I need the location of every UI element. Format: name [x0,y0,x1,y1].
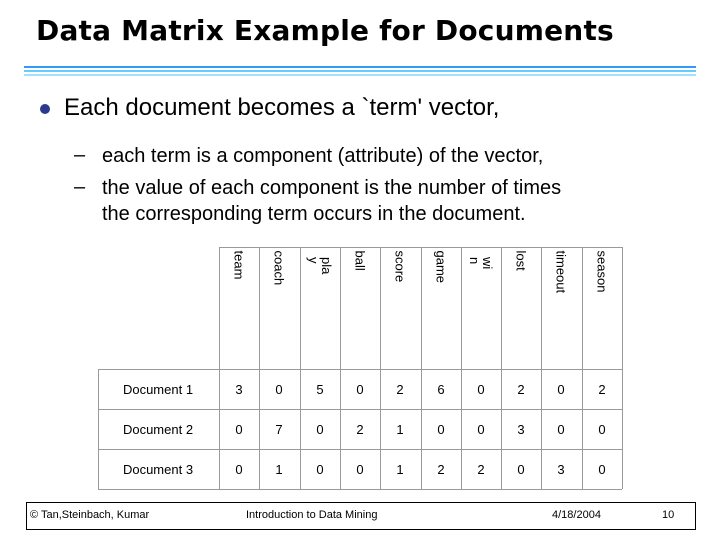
table-cell: 2 [396,382,404,397]
table-cell: 0 [235,422,243,437]
table-gridline [98,409,622,410]
footer-date: 4/18/2004 [552,509,601,521]
column-header: game [433,250,449,284]
row-label: Document 2 [122,422,194,437]
column-header: wi n [467,257,495,270]
table-gridline [98,369,622,370]
table-cell: 0 [477,382,485,397]
table-cell: 0 [275,382,283,397]
footer-course: Introduction to Data Mining [246,509,378,521]
table-cell: 0 [356,382,364,397]
table-cell: 2 [437,462,445,477]
column-header: coach [271,250,287,286]
table-gridline [98,449,622,450]
table-gridline [219,247,622,248]
table-cell: 0 [557,422,565,437]
table-cell: 2 [477,462,485,477]
table-cell: 0 [598,462,606,477]
column-header: team [231,250,247,280]
sub-bullet-1: each term is a component (attribute) of the vector, [102,145,544,167]
footer-page-number: 10 [662,509,675,521]
column-header: ball [352,250,368,271]
table-gridline [622,247,623,489]
table-cell: 7 [275,422,283,437]
row-label: Document 1 [122,382,194,397]
table-cell: 0 [598,422,606,437]
dash-icon: – [74,176,86,198]
table-cell: 0 [477,422,485,437]
table-cell: 0 [437,422,445,437]
table-cell: 0 [356,462,364,477]
table-cell: 0 [316,422,324,437]
table-cell: 0 [316,462,324,477]
column-header: season [594,250,610,293]
column-header: pla y [306,257,334,275]
table-gridline [98,489,622,490]
table-cell: 3 [517,422,525,437]
bullet-icon [40,104,50,114]
table-cell: 0 [517,462,525,477]
table-cell: 2 [517,382,525,397]
column-header: score [392,250,408,283]
sub-bullet-2: the value of each component is the number of times [102,177,562,199]
table-cell: 5 [316,382,324,397]
table-cell: 3 [235,382,243,397]
table-cell: 6 [437,382,445,397]
table-cell: 2 [598,382,606,397]
table-cell: 1 [396,422,404,437]
column-header: lost [513,250,529,271]
column-header: timeout [553,250,569,294]
table-cell: 1 [396,462,404,477]
row-label: Document 3 [122,462,194,477]
table-cell: 1 [275,462,283,477]
table-cell: 0 [557,382,565,397]
table-cell: 3 [557,462,565,477]
dash-icon: – [74,144,86,166]
main-bullet: Each document becomes a `term' vector, [64,94,500,121]
table-cell: 0 [235,462,243,477]
title-underline [24,66,696,78]
footer-copyright: © Tan,Steinbach, Kumar [30,509,150,521]
slide-title: Data Matrix Example for Documents [36,14,614,47]
table-cell: 2 [356,422,364,437]
sub-bullet-2-cont: the corresponding term occurs in the document. [102,203,526,225]
